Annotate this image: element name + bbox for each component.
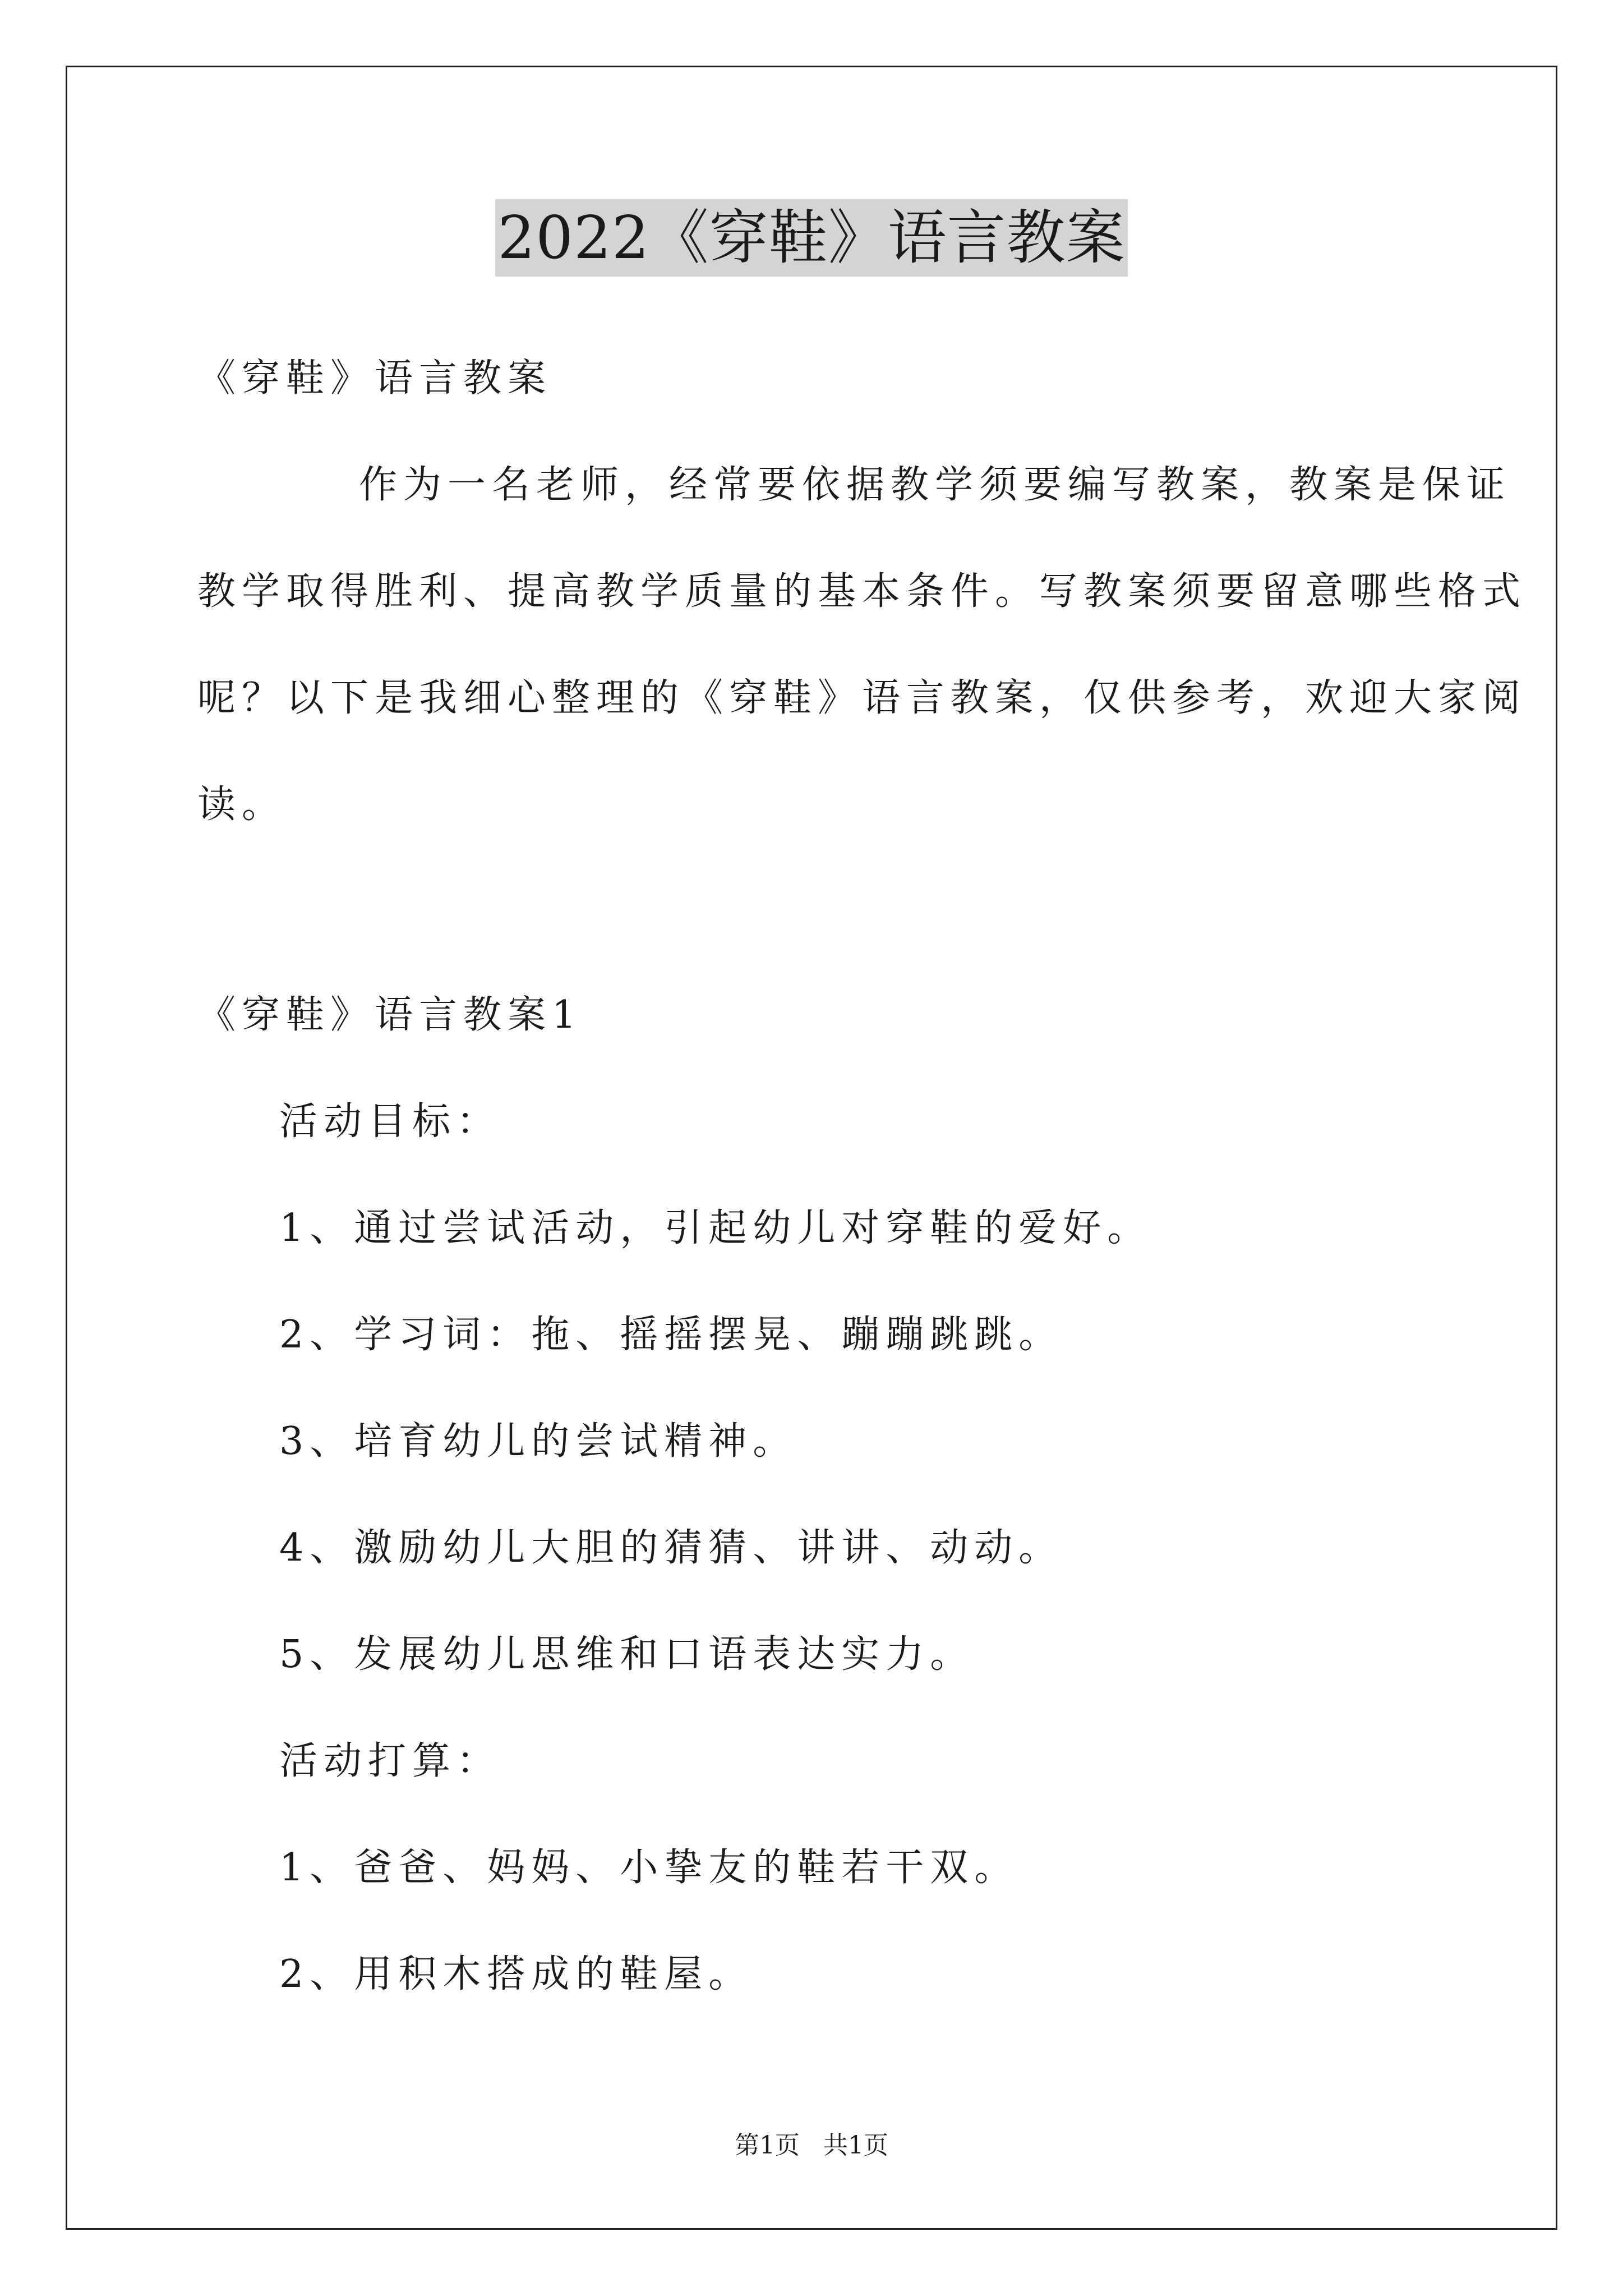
goal-item-2: 2、学习词：拖、摇摇摆晃、蹦蹦跳跳。 <box>279 1313 1063 1357</box>
subtitle: 《穿鞋》语言教案 <box>197 356 552 401</box>
section-heading: 《穿鞋》语言教案1 <box>197 993 583 1037</box>
goals-heading: 活动目标： <box>279 1099 501 1144</box>
prep-item-1: 1、爸爸、妈妈、小挚友的鞋若干双。 <box>279 1846 1019 1890</box>
goal-item-3: 3、培育幼儿的尝试精神。 <box>279 1419 797 1464</box>
goal-item-4: 4、激励幼儿大胆的猜猜、讲讲、动动。 <box>279 1526 1063 1570</box>
page-number: 第1页 共1页 <box>735 2131 888 2160</box>
intro-line-2: 教学取得胜利、提高教学质量的基本条件。写教案须要留意哪些格式 <box>197 569 1527 614</box>
document-title: 2022《穿鞋》语言教案 <box>495 199 1127 277</box>
prep-item-2: 2、用积木搭成的鞋屋。 <box>279 1952 753 1996</box>
title-container <box>0 199 1623 277</box>
page-footer <box>0 2129 1623 2162</box>
prep-heading: 活动打算： <box>279 1739 501 1783</box>
goal-item-5: 5、发展幼儿思维和口语表达实力。 <box>279 1632 975 1677</box>
intro-line-3: 呢？以下是我细心整理的《穿鞋》语言教案，仅供参考，欢迎大家阅 <box>197 676 1527 720</box>
intro-line-1: 作为一名老师，经常要依据教学须要编写教案，教案是保证 <box>359 463 1511 507</box>
intro-line-4: 读。 <box>197 783 287 827</box>
goal-item-1: 1、通过尝试活动，引起幼儿对穿鞋的爱好。 <box>279 1206 1152 1250</box>
